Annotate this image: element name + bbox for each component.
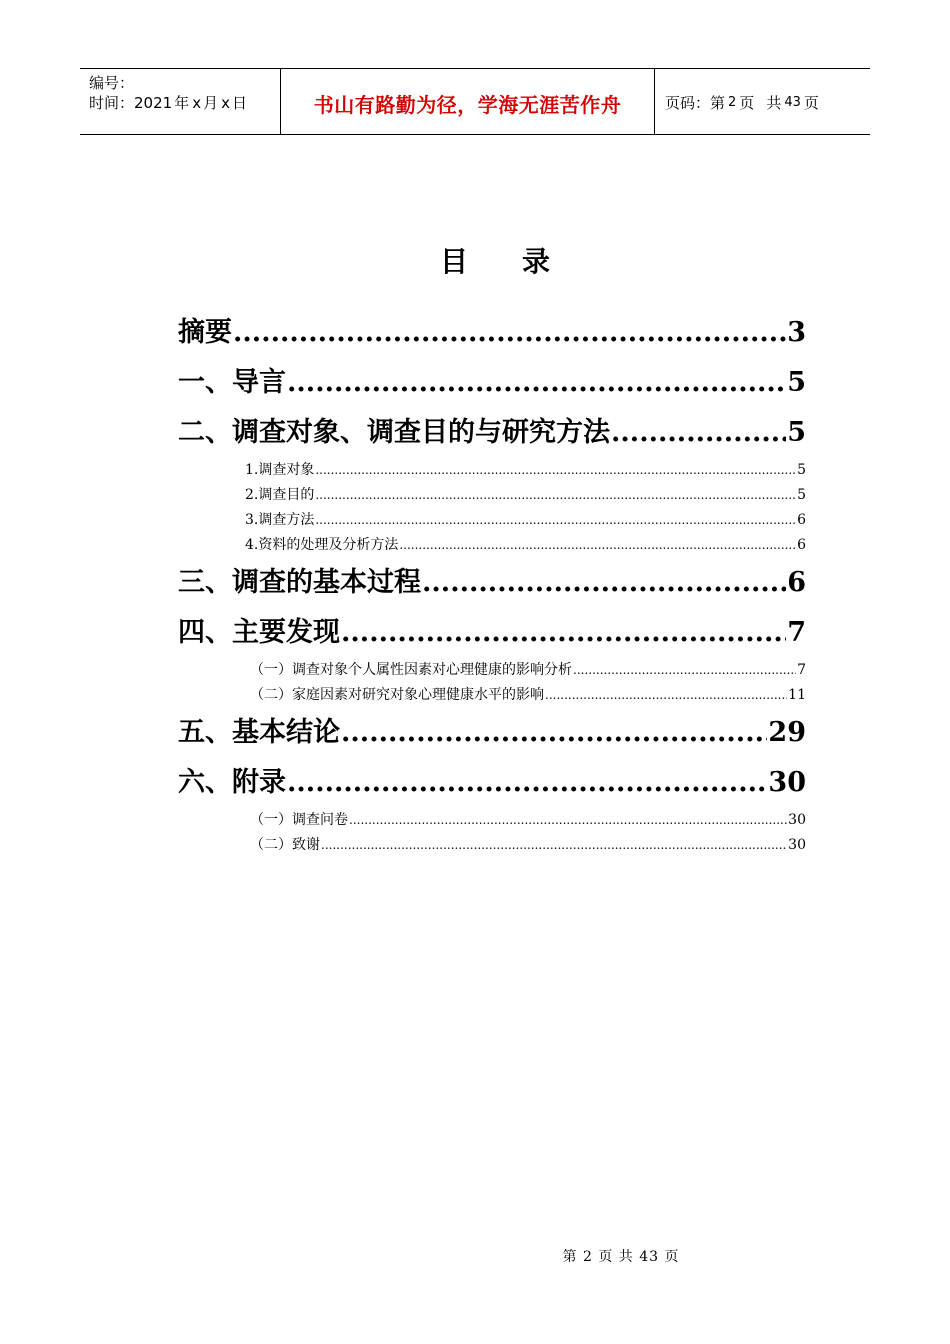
toc-subentry[interactable] [178, 683, 806, 708]
toc-entry-page: 7 [797, 662, 806, 678]
toc-entry-page: 3 [787, 317, 806, 348]
toc-entry[interactable] [178, 358, 806, 408]
toc-entry-label: 二、调查对象、调查目的与研究方法 [178, 417, 610, 448]
toc-entry-page: 7 [787, 617, 806, 648]
serial-line [89, 73, 280, 93]
footer-prefix: 第 [562, 1249, 578, 1265]
footer-current: 2 [582, 1249, 593, 1265]
page-label: 页码：第 [665, 94, 726, 112]
toc-subentry[interactable] [178, 483, 806, 508]
toc-entry-page: 6 [797, 537, 806, 553]
toc-entry-label: 一、导言 [178, 367, 286, 398]
toc-subentry[interactable] [178, 508, 806, 533]
toc-entry[interactable] [178, 608, 806, 658]
footer-total-label: 共 [618, 1249, 634, 1265]
toc-entry-label: 4.资料的处理及分析方法 [245, 537, 399, 553]
toc-leader-dots [287, 358, 786, 408]
page-footer [0, 1246, 950, 1266]
time-day-unit: 日 [232, 94, 248, 112]
toc-entry-page: 5 [787, 367, 806, 398]
toc-leader-dots [341, 608, 786, 658]
toc-entry-label: （二）致谢 [250, 837, 320, 853]
time-label: 时间： [89, 94, 135, 112]
toc-leader-dots [341, 708, 767, 758]
page-total: 43 [784, 95, 801, 110]
toc-leader-dots [315, 508, 796, 533]
toc-leader-dots [321, 833, 787, 858]
toc-entry-page: 29 [768, 717, 806, 748]
footer-unit: 页 [598, 1249, 614, 1265]
toc-entry-page: 30 [788, 837, 806, 853]
toc-leader-dots [315, 458, 796, 483]
time-line [89, 93, 280, 113]
footer-page-number [562, 1246, 679, 1266]
page-current: 2 [728, 95, 737, 110]
toc-entry[interactable] [178, 558, 806, 608]
toc-leader-dots [545, 683, 787, 708]
toc-entry-label: （一）调查对象个人属性因素对心理健康的影响分析 [250, 662, 572, 678]
time-year: 2021 [134, 94, 173, 112]
time-month-unit: 月 [203, 94, 219, 112]
toc-entry-label: 3.调查方法 [245, 512, 315, 528]
toc-entry-label: （一）调查问卷 [250, 812, 348, 828]
toc-leader-dots [349, 808, 787, 833]
toc-leader-dots [422, 558, 786, 608]
time-year-unit: 年 [174, 94, 190, 112]
header-page-info [655, 69, 870, 134]
footer-total-unit: 页 [664, 1249, 680, 1265]
toc-leader-dots [315, 483, 796, 508]
toc-entry-label: 五、基本结论 [178, 717, 340, 748]
time-month: x [192, 94, 202, 112]
toc-entry-page: 11 [788, 687, 806, 703]
total-label: 共 [766, 94, 782, 112]
header-motto-cell [281, 69, 655, 134]
page-unit: 页 [739, 94, 755, 112]
toc-leader-dots [399, 533, 796, 558]
toc-subentry[interactable] [178, 808, 806, 833]
toc-title-part2: 录 [522, 245, 551, 278]
toc-entry-page: 6 [797, 512, 806, 528]
toc-subentry[interactable] [178, 658, 806, 683]
toc-leader-dots [233, 308, 786, 358]
toc-entry[interactable] [178, 408, 806, 458]
toc-entry-page: 6 [787, 567, 806, 598]
toc-entry-label: 六、附录 [178, 767, 286, 798]
toc-leader-dots [611, 408, 786, 458]
page-header [80, 68, 870, 135]
toc-leader-dots [573, 658, 796, 683]
toc-entry-label: 1.调查对象 [245, 462, 315, 478]
toc-entry-label: （二）家庭因素对研究对象心理健康水平的影响 [250, 687, 544, 703]
toc-subentry[interactable] [178, 833, 806, 858]
header-meta [80, 69, 281, 134]
toc-entry[interactable] [178, 708, 806, 758]
toc-subentry[interactable] [178, 458, 806, 483]
toc-subentry[interactable] [178, 533, 806, 558]
table-of-contents [178, 308, 806, 858]
toc-entry-page: 5 [797, 462, 806, 478]
footer-total: 43 [639, 1249, 660, 1265]
toc-entry-label: 四、主要发现 [178, 617, 340, 648]
toc-entry[interactable] [178, 308, 806, 358]
header-motto: 书山有路勤为径，学海无涯苦作舟 [313, 93, 622, 117]
toc-entry-page: 5 [797, 487, 806, 503]
toc-entry-page: 30 [768, 767, 806, 798]
time-day: x [221, 94, 231, 112]
toc-entry-page: 30 [788, 812, 806, 828]
toc-leader-dots [287, 758, 767, 808]
toc-entry[interactable] [178, 758, 806, 808]
toc-entry-label: 2.调查目的 [245, 487, 315, 503]
serial-label: 编号： [89, 74, 135, 92]
toc-title-part1: 目 [439, 245, 468, 278]
toc-entry-page: 5 [787, 417, 806, 448]
toc-title [0, 240, 950, 280]
toc-entry-label: 三、调查的基本过程 [178, 567, 421, 598]
total-unit: 页 [803, 94, 819, 112]
toc-entry-label: 摘要 [178, 317, 232, 348]
